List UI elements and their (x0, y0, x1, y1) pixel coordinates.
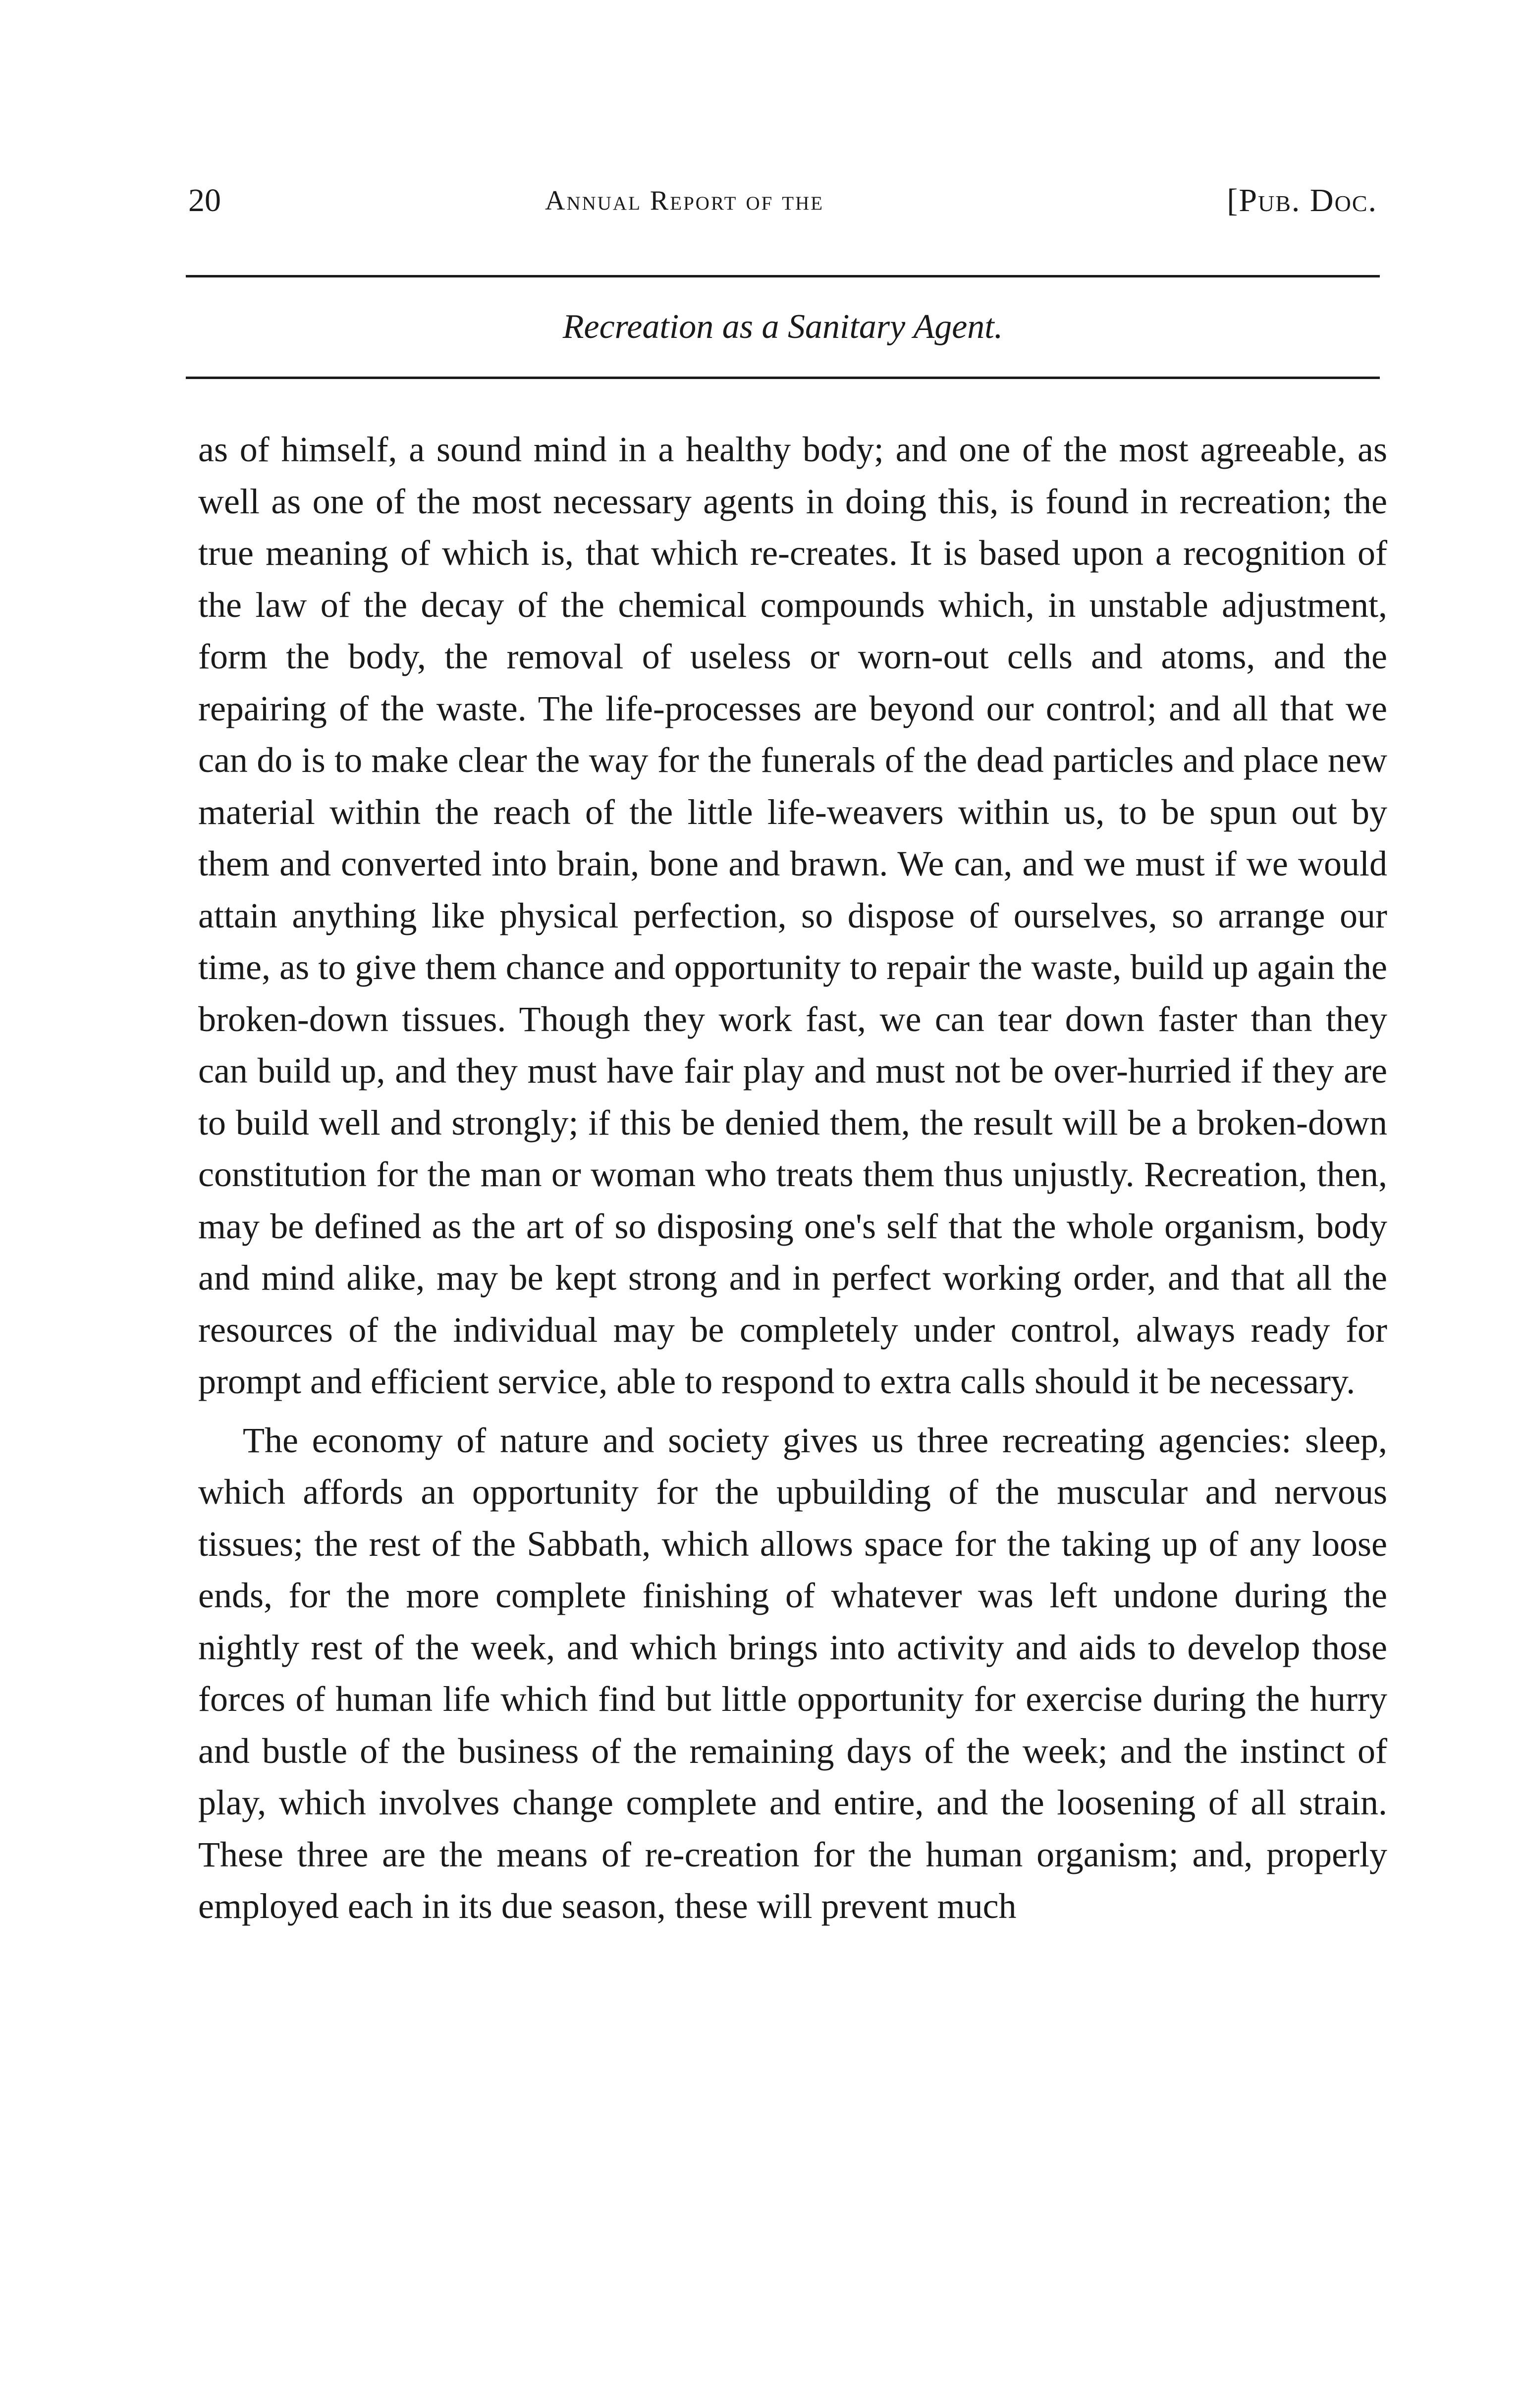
paragraph: The economy of nature and society gives us three recreating agencies: sleep, which affords an opportunity for the upbuilding of the muscular and nervous tissues; the rest of the Sabbath, which allows space for the taking up of any loose ends, for the more complete finishing of whatever was left undone during the nightly rest of the week, and which brings into activity and aids to develop those forces of human life which find but little opportunity for exercise during the hurry and bustle of the business of the remaining days of the week; and the instinct of play, which involves change complete and entire, and the loosening of all strain. These three are the means of re-creation for the human organism; and, properly employed each in its due season, these will prevent much (198, 1420, 1387, 1926)
running-title: Annual Report of the (545, 185, 824, 216)
page-number: 20 (188, 182, 221, 219)
body-text (198, 424, 1387, 1932)
paragraph: as of himself, a sound mind in a healthy body; and one of the most agreeable, as well as one of the most necessary agents in doing this, is found in recreation; the true meaning of which is, that which re-creates. It is based upon a recognition of the law of the decay of the chemical compounds which, in unstable adjustment, form the body, the removal of useless or worn-out cells and atoms, and the repairing of the waste. The life-processes are beyond our control; and all that we can do is to make clear the way for the funerals of the dead particles and place new material within the reach of the little life-weavers within us, to be spun out by them and converted into brain, bone and brawn. We can, and we must if we would attain anything like physical perfection, so dispose of ourselves, so arrange our time, as to give them chance and opportunity to repair the waste, build up again the broken-down tissues. Though they work fast, we can tear down faster than they can build up, and they must have fair play and must not be over-hurried if they are to build well and strongly; if this be denied them, the result will be a broken-down constitution for the man or woman who treats them thus unjustly. Recreation, then, may be defined as the art of so disposing one's self that the whole organism, body and mind alike, may be kept strong and in perfect working order, and that all the resources of the individual may be completely under control, always ready for prompt and efficient service, able to respond to extra calls should it be necessary. (198, 430, 1387, 1401)
document-type: [Pub. Doc. (1227, 182, 1377, 219)
header-rule-bottom (186, 377, 1380, 379)
header-rule-top (186, 275, 1380, 277)
section-title: Recreation as a Sanitary Agent. (562, 308, 1003, 346)
page-header (188, 171, 1377, 230)
